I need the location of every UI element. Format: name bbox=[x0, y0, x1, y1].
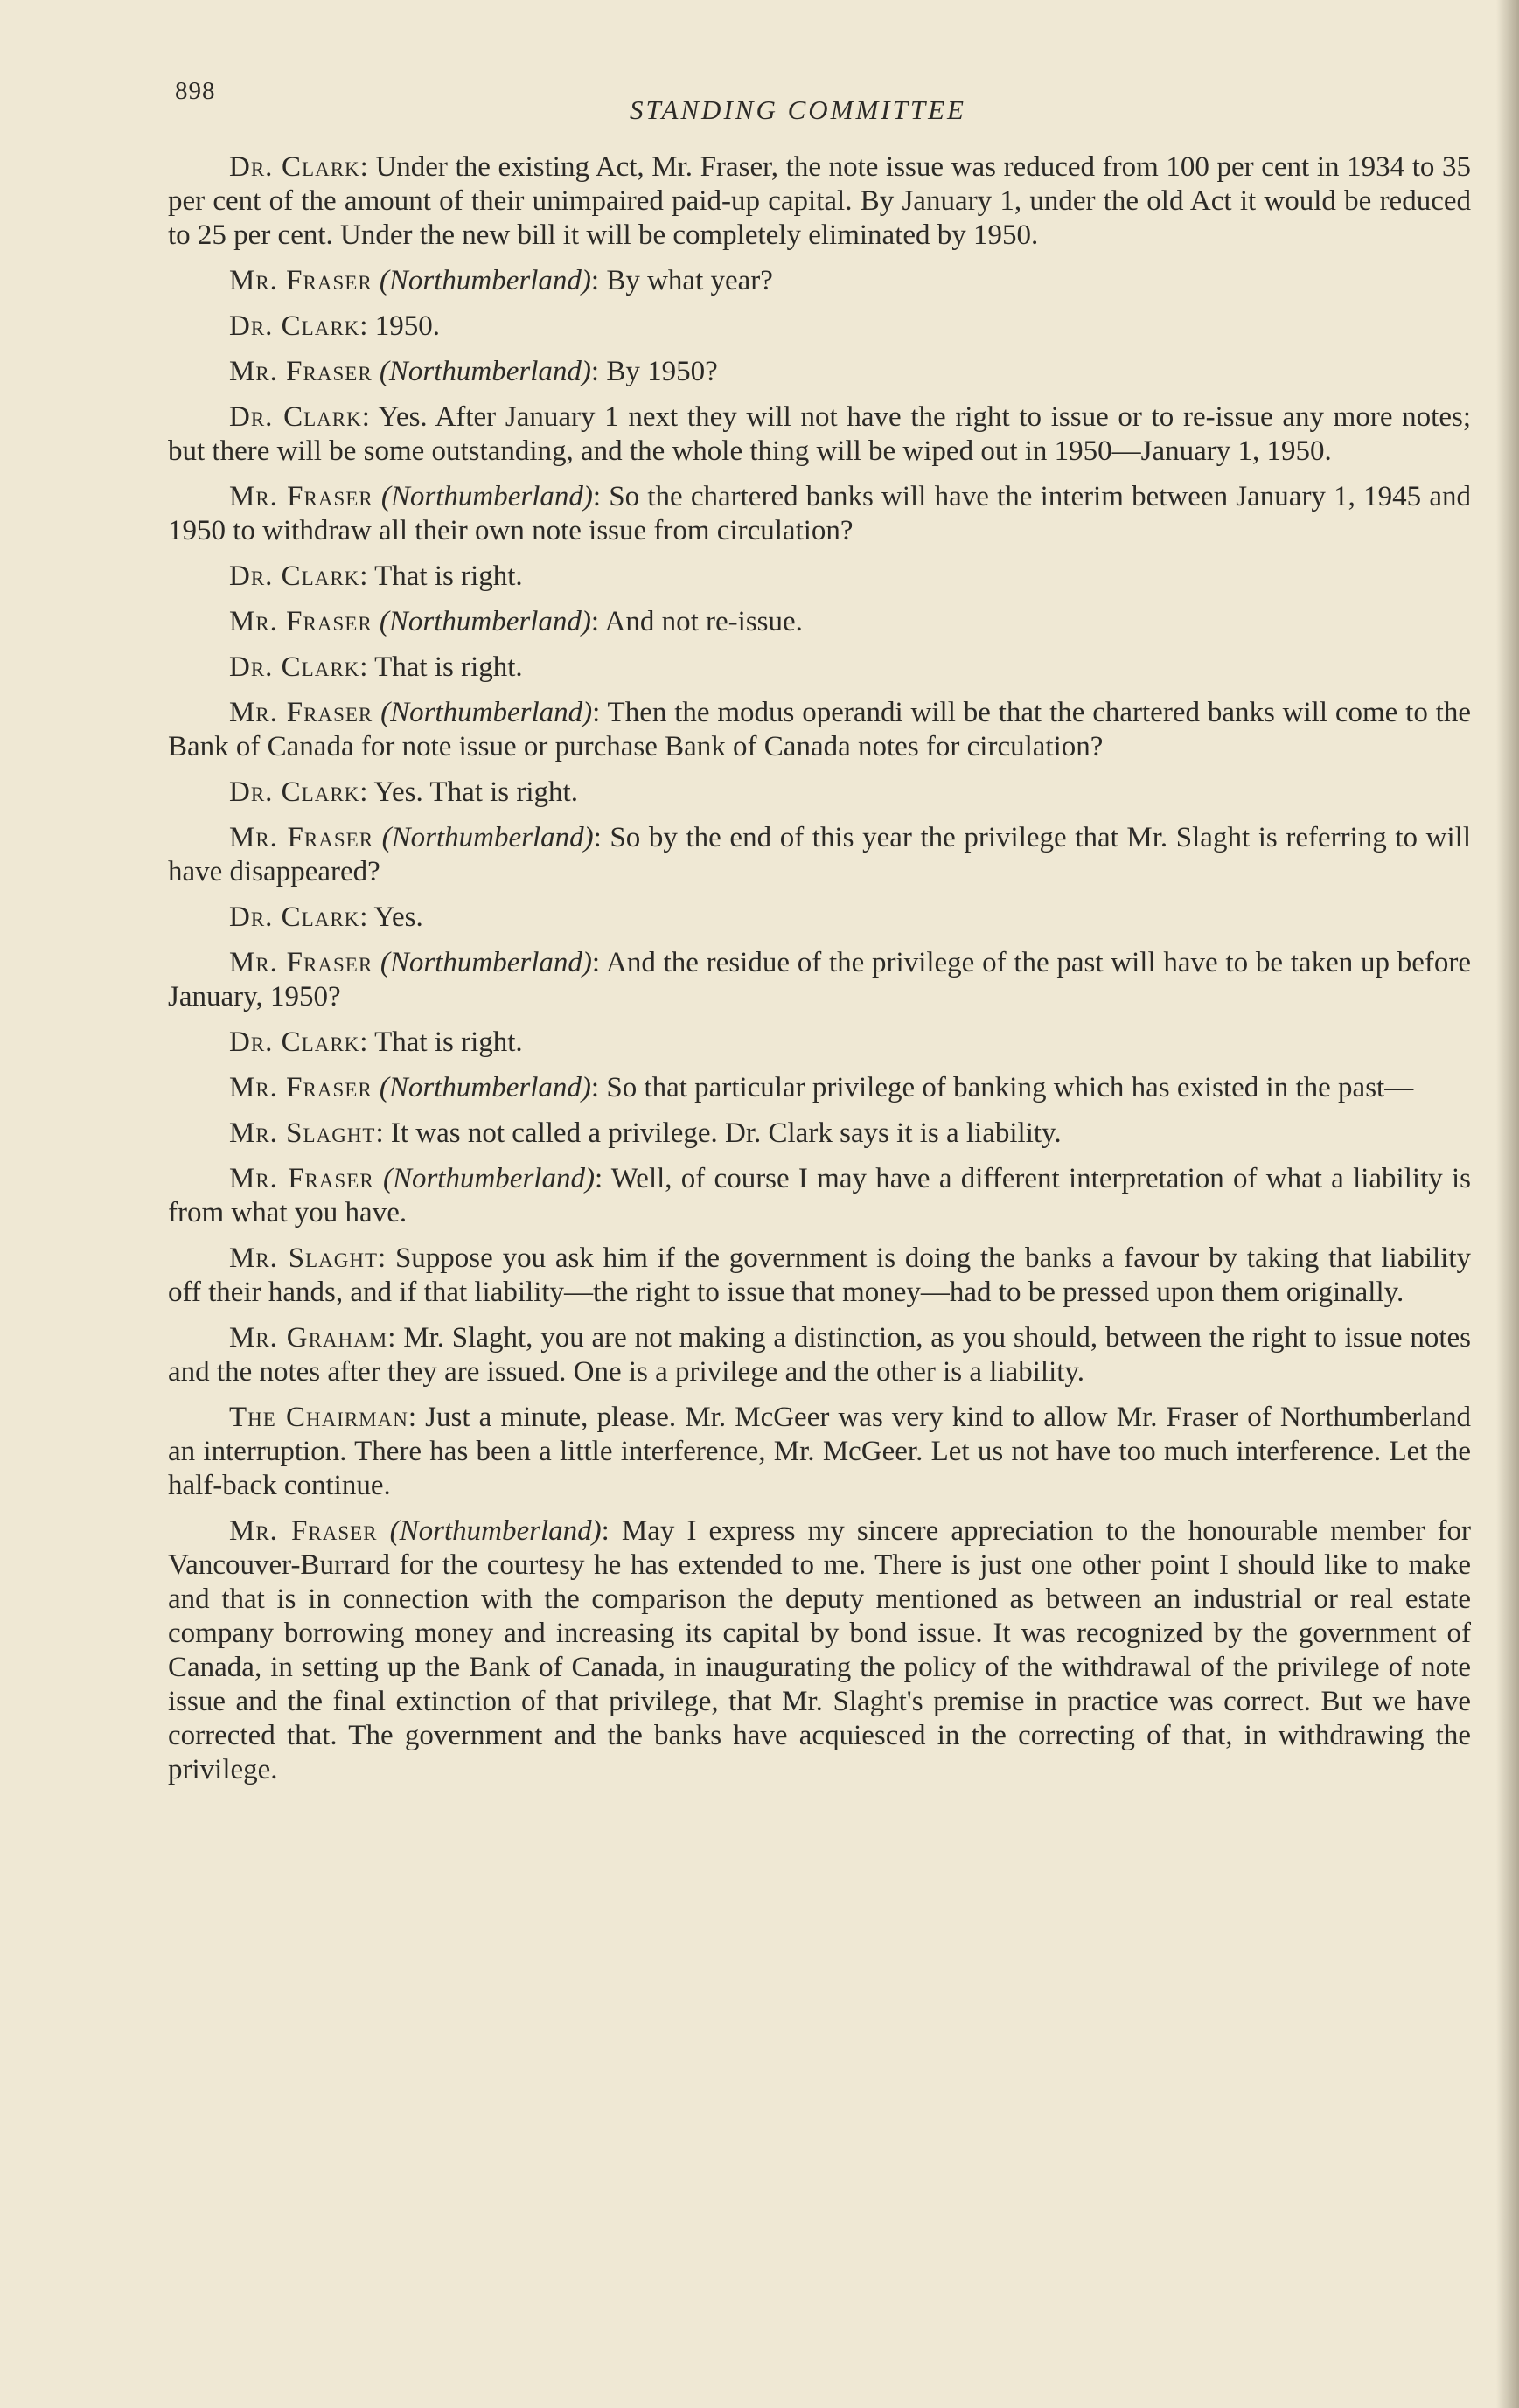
speaker-riding: (Northumberland) bbox=[372, 265, 591, 296]
speech-text: So the chartered banks will have the interim between January 1, 1945 and 1950 to withdraw all their own note issue from circulation? bbox=[168, 481, 1471, 546]
page-number: 898 bbox=[175, 77, 216, 105]
page-edge-shadow bbox=[1496, 0, 1519, 2408]
speaker-colon: : bbox=[408, 1402, 417, 1433]
speech-paragraph bbox=[168, 1117, 1471, 1151]
speaker-name: Mr. Graham bbox=[229, 1322, 388, 1354]
speech-text: 1950. bbox=[367, 310, 440, 342]
speech-text: So that particular privilege of banking which has existed in the past— bbox=[599, 1072, 1414, 1103]
speech-paragraph bbox=[168, 480, 1471, 548]
speaker-colon: : bbox=[378, 1242, 387, 1274]
speaker-name: Dr. Clark bbox=[229, 1027, 360, 1058]
speaker-riding: (Northumberland) bbox=[372, 606, 591, 637]
speaker-colon: : bbox=[359, 560, 368, 592]
speaker-name: Mr. Fraser bbox=[229, 481, 373, 512]
speech-paragraph bbox=[168, 946, 1471, 1014]
running-head: STANDING COMMITTEE bbox=[630, 94, 966, 125]
speech-paragraph bbox=[168, 1071, 1471, 1105]
speaker-colon: : bbox=[592, 697, 601, 728]
speaker-riding: (Northumberland) bbox=[373, 481, 593, 512]
speaker-colon: : bbox=[591, 947, 601, 978]
speech-paragraph bbox=[168, 1242, 1471, 1310]
speaker-name: Dr. Clark bbox=[229, 651, 360, 683]
speech-text: Yes. After January 1 next they will not have the right to issue or to re-issue any more notes; but there will be some outstanding, and the whole thing will be wiped out in 1950—January 1, 1950. bbox=[168, 401, 1471, 467]
speaker-name: Mr. Fraser bbox=[229, 356, 373, 387]
speaker-name: The Chairman bbox=[229, 1402, 408, 1433]
speaker-riding: (Northumberland) bbox=[377, 1515, 602, 1547]
speaker-colon: : bbox=[359, 776, 368, 808]
speaker-riding: (Northumberland) bbox=[373, 1163, 595, 1194]
speech-text: Yes. bbox=[367, 901, 423, 933]
speech-paragraph bbox=[168, 605, 1471, 639]
speaker-name: Mr. Fraser bbox=[229, 1072, 373, 1103]
speech-paragraph bbox=[168, 400, 1471, 469]
speech-paragraph bbox=[168, 1162, 1471, 1230]
speaker-colon: : bbox=[590, 606, 600, 637]
speaker-name: Dr. Clark bbox=[229, 560, 360, 592]
speech-paragraph bbox=[168, 310, 1471, 344]
speech-text: Then the modus operandi will be that the chartered banks will come to the Bank of Canada for note issue or purchase Bank of Canada notes for circulation? bbox=[168, 697, 1471, 762]
speaker-colon: : bbox=[593, 822, 602, 853]
transcript-body bbox=[168, 150, 1471, 1799]
speech-paragraph bbox=[168, 651, 1471, 685]
speaker-colon: : bbox=[359, 1027, 368, 1058]
speech-text: And the residue of the privilege of the past will have to be taken up before January, 1950? bbox=[168, 947, 1471, 1013]
speech-paragraph bbox=[168, 901, 1471, 935]
speaker-colon: : bbox=[359, 651, 368, 683]
speech-paragraph bbox=[168, 264, 1471, 298]
speech-paragraph bbox=[168, 821, 1471, 889]
speech-text: Under the existing Act, Mr. Fraser, the note issue was reduced from 100 per cent in 1934 to 35 per cent of the amount of their unimpaired paid-up capital. By January 1, under the old Act it would be reduced to 25 per cent. Under the new bill it will be completely eliminated by 1950. bbox=[168, 151, 1472, 251]
speaker-name: Dr. Clark bbox=[229, 151, 360, 183]
speaker-colon: : bbox=[592, 481, 602, 512]
speaker-colon: : bbox=[359, 310, 368, 342]
speaker-name: Mr. Fraser bbox=[229, 265, 373, 296]
speaker-name: Mr. Fraser bbox=[229, 947, 373, 978]
speaker-colon: : bbox=[359, 901, 368, 933]
speech-text: Suppose you ask him if the government is doing the banks a favour by taking that liability off their hands, and if that liability—the right to issue that money—had to be pressed upon them originally. bbox=[168, 1242, 1471, 1308]
speaker-name: Dr. Clark bbox=[229, 901, 360, 933]
speech-text: That is right. bbox=[367, 1027, 523, 1058]
speech-text: And not re-issue. bbox=[599, 606, 803, 637]
speaker-colon: : bbox=[590, 356, 600, 387]
speaker-riding: (Northumberland) bbox=[373, 947, 592, 978]
speech-text: So by the end of this year the privilege that Mr. Slaght is referring to will have disappeared? bbox=[168, 822, 1471, 887]
speaker-riding: (Northumberland) bbox=[372, 1072, 591, 1103]
speaker-name: Mr. Slaght bbox=[229, 1242, 378, 1274]
page-header bbox=[175, 77, 1469, 129]
speech-paragraph bbox=[168, 776, 1471, 810]
speaker-colon: : bbox=[375, 1117, 384, 1149]
speaker-riding: (Northumberland) bbox=[373, 697, 593, 728]
speech-text: That is right. bbox=[367, 560, 523, 592]
speaker-name: Dr. Clark bbox=[229, 776, 360, 808]
speaker-riding: (Northumberland) bbox=[372, 356, 591, 387]
speaker-colon: : bbox=[590, 265, 600, 296]
speaker-name: Mr. Slaght bbox=[229, 1117, 376, 1149]
speech-text: By 1950? bbox=[599, 356, 718, 387]
speech-paragraph bbox=[168, 696, 1471, 764]
speaker-riding: (Northumberland) bbox=[373, 822, 594, 853]
speech-text: By what year? bbox=[599, 265, 773, 296]
speech-paragraph bbox=[168, 560, 1471, 594]
speaker-name: Mr. Fraser bbox=[229, 1163, 374, 1194]
speech-text: Yes. That is right. bbox=[367, 776, 578, 808]
speech-paragraph bbox=[168, 355, 1471, 389]
speaker-colon: : bbox=[361, 401, 370, 433]
speaker-colon: : bbox=[590, 1072, 600, 1103]
speech-text: Mr. Slaght, you are not making a distinction, as you should, between the right to issue notes and the notes after they are issued. One is a privilege and the other is a liability. bbox=[168, 1322, 1472, 1388]
speech-text: Well, of course I may have a different interpretation of what a liability is from what you have. bbox=[168, 1163, 1472, 1228]
speech-text: It was not called a privilege. Dr. Clark says it is a liability. bbox=[383, 1117, 1062, 1149]
speech-text: May I express my sincere appreciation to the honourable member for Vancouver-Burrard for the courtesy he has extended to me. There is just one other point I should like to make and that is in connection with the comparison the deputy mentioned as between an industrial or real estate company borrowing money and increasing its capital by bond issue. It was recognized by the government of Canada, in setting up the Bank of Canada, in inaugurating the policy of the withdrawal of the privilege of note issue and the final extinction of that privilege, that Mr. Slaght's premise in practice was correct. But we have corrected that. The government and the banks have acquiesced in the correcting of that, in withdrawing the privilege. bbox=[168, 1515, 1471, 1785]
speaker-name: Mr. Fraser bbox=[229, 1515, 378, 1547]
speaker-name: Dr. Clark bbox=[229, 310, 360, 342]
speech-paragraph bbox=[168, 1321, 1471, 1389]
speech-paragraph bbox=[168, 1401, 1471, 1503]
speech-paragraph bbox=[168, 150, 1471, 253]
speech-text: That is right. bbox=[367, 651, 523, 683]
speech-text: Just a minute, please. Mr. McGeer was very kind to allow Mr. Fraser of Northumberland an interruption. There has been a little interference, Mr. McGeer. Let us not have too much interference. Let the half-back continue. bbox=[168, 1402, 1472, 1501]
speech-paragraph bbox=[168, 1514, 1471, 1787]
speaker-name: Dr. Clark bbox=[229, 401, 362, 433]
speaker-name: Mr. Fraser bbox=[229, 697, 373, 728]
speaker-colon: : bbox=[387, 1322, 396, 1354]
speech-paragraph bbox=[168, 1026, 1471, 1060]
speaker-name: Mr. Fraser bbox=[229, 606, 373, 637]
speaker-colon: : bbox=[601, 1515, 610, 1547]
speaker-name: Mr. Fraser bbox=[229, 822, 374, 853]
speaker-colon: : bbox=[594, 1163, 603, 1194]
speaker-colon: : bbox=[359, 151, 368, 183]
